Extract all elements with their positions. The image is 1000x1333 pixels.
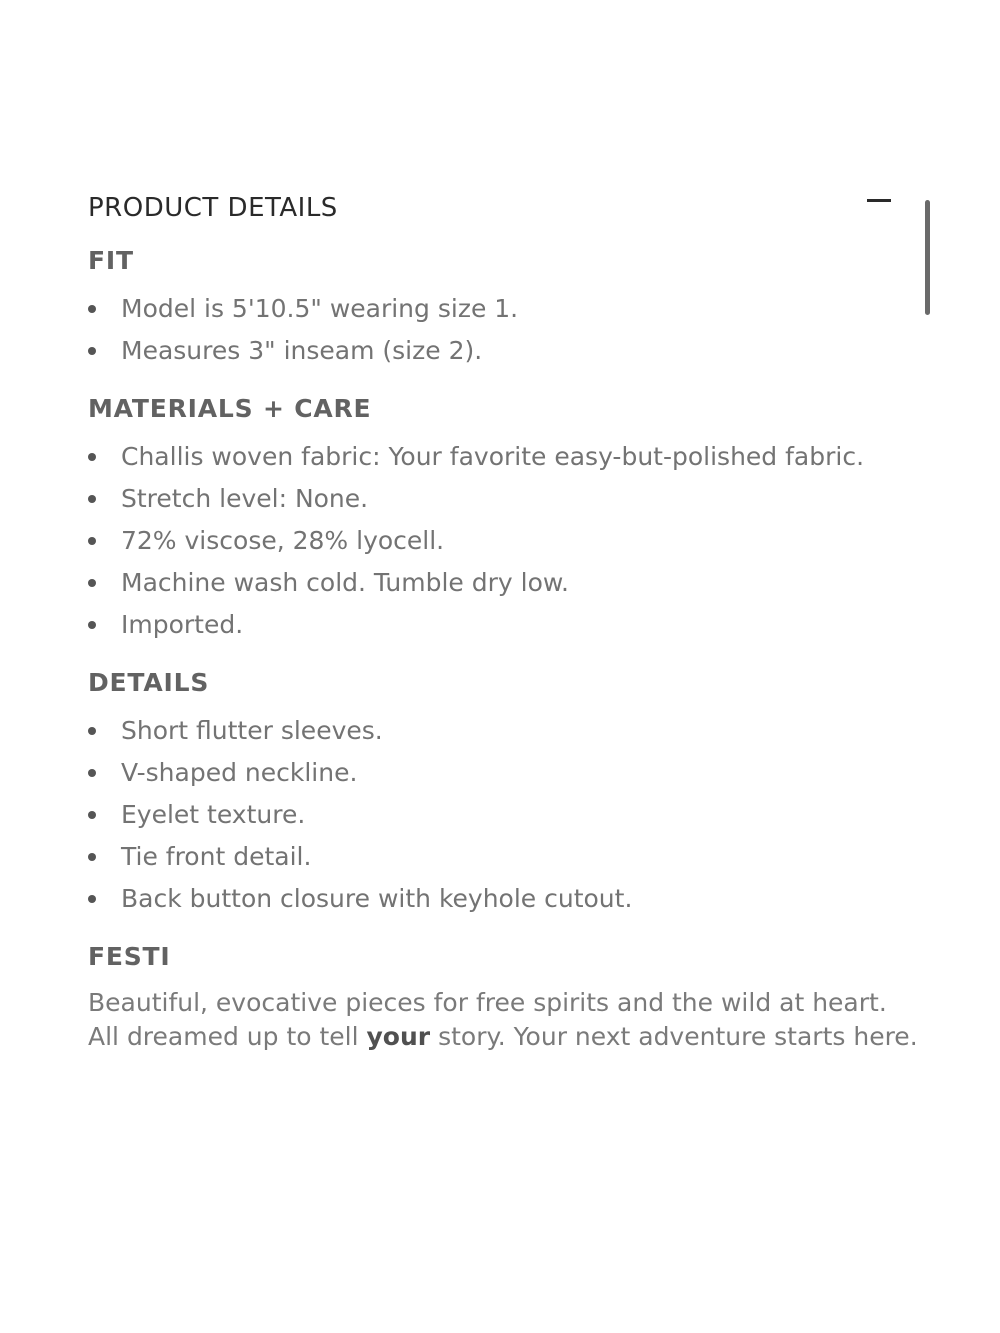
list-item: Machine wash cold. Tumble dry low. <box>88 562 918 604</box>
list-item: Model is 5'10.5" wearing size 1. <box>88 288 918 330</box>
list-item: V-shaped neckline. <box>88 752 918 794</box>
list-item: Eyelet texture. <box>88 794 918 836</box>
list-item: Stretch level: None. <box>88 478 918 520</box>
list-item: Imported. <box>88 604 918 646</box>
details-list <box>88 710 918 920</box>
festi-heading: FESTI <box>88 942 171 971</box>
festi-description <box>88 986 918 1054</box>
fit-list <box>88 288 918 372</box>
materials-care-heading: MATERIALS + CARE <box>88 394 372 423</box>
list-item: Short flutter sleeves. <box>88 710 918 752</box>
scrollbar-thumb[interactable] <box>925 200 930 315</box>
fit-heading: FIT <box>88 246 134 275</box>
list-item: Back button closure with keyhole cutout. <box>88 878 918 920</box>
list-item: Challis woven fabric: Your favorite easy-but-polished fabric. <box>88 436 918 478</box>
list-item: Measures 3" inseam (size 2). <box>88 330 918 372</box>
list-item: Tie front detail. <box>88 836 918 878</box>
list-item: 72% viscose, 28% lyocell. <box>88 520 918 562</box>
product-details-panel <box>88 190 918 1054</box>
materials-care-list <box>88 436 918 646</box>
details-heading: DETAILS <box>88 668 210 697</box>
festi-desc-start: Beautiful, evocative pieces for free spirits and the wild at heart. All dreamed up to tell <box>88 988 887 1051</box>
festi-desc-end: story. Your next adventure starts here. <box>430 1022 918 1051</box>
festi-desc-emphasis: your <box>366 1022 431 1051</box>
product-details-title[interactable]: PRODUCT DETAILS <box>88 193 338 223</box>
